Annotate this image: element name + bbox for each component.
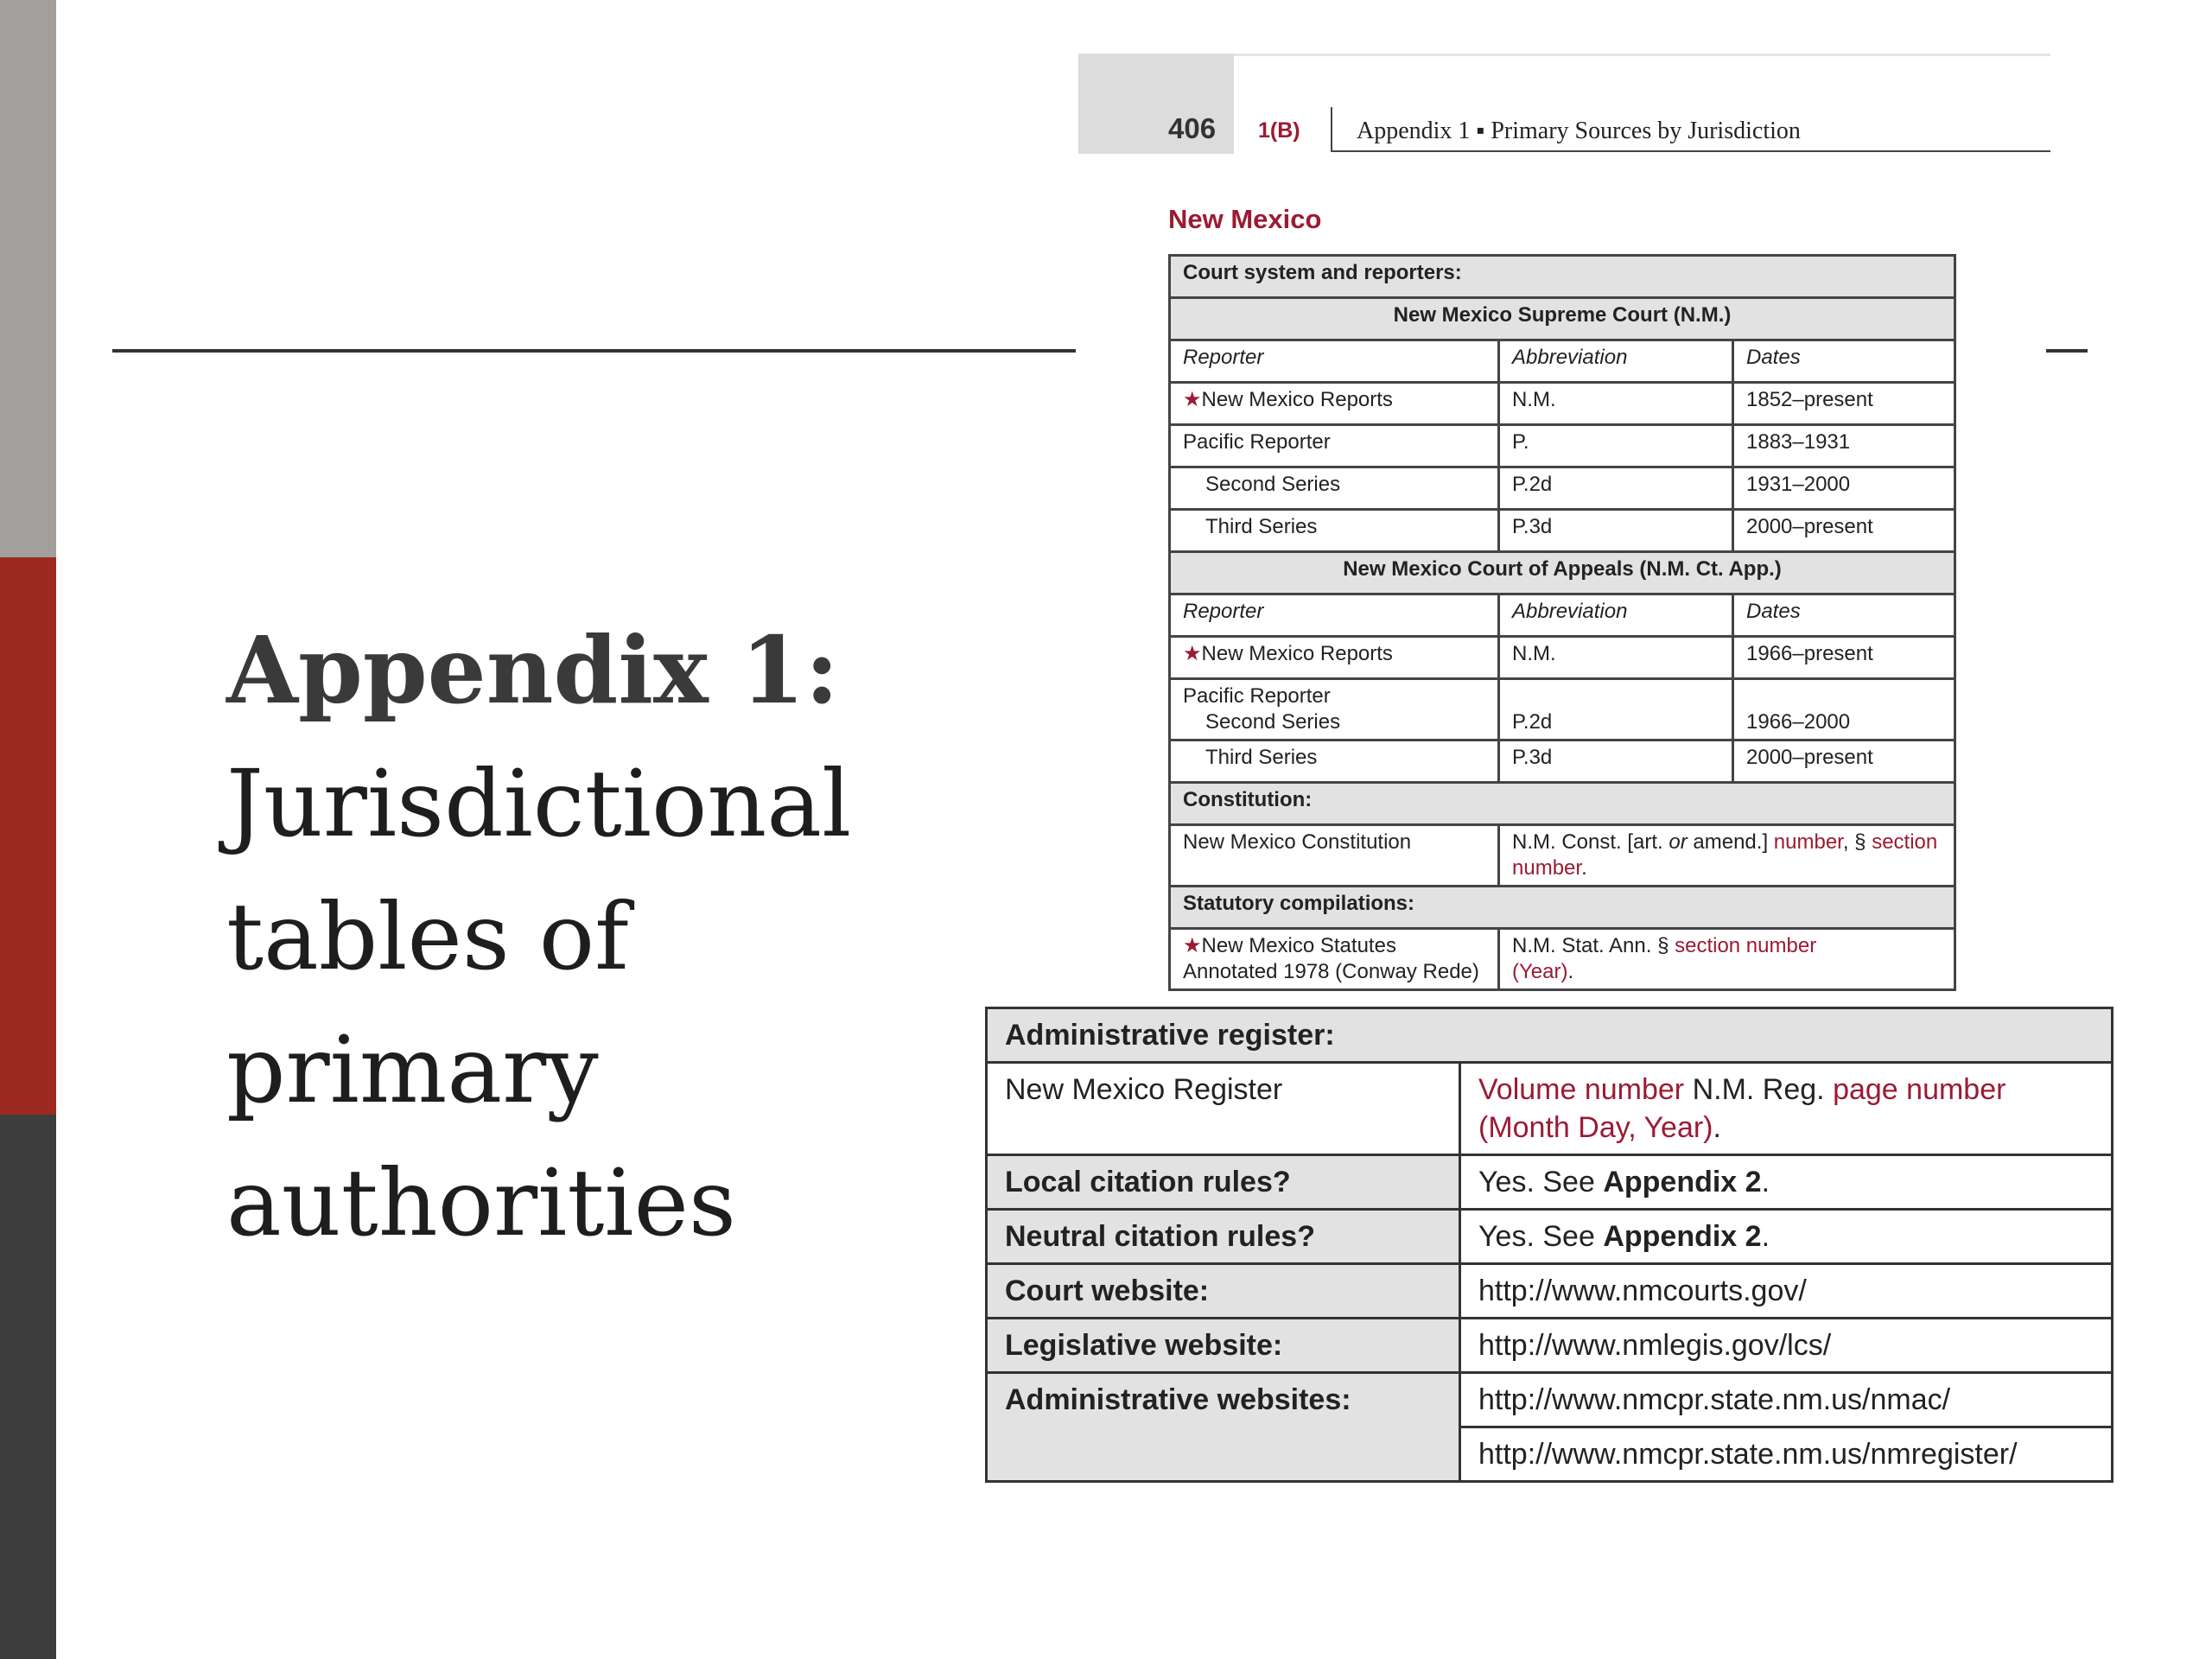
row-value — [1460, 1155, 2113, 1210]
row-label: Administrative websites: — [987, 1373, 1460, 1482]
title-strong: Appendix 1: — [226, 617, 839, 725]
abbr-cell: P.2d — [1499, 467, 1733, 510]
cite-placeholder: Volume number — [1478, 1073, 1685, 1106]
star-icon: ★ — [1183, 934, 1202, 957]
court-website-link[interactable]: http://www.nmcourts.gov/ — [1460, 1264, 2113, 1319]
table-row — [1170, 383, 1955, 425]
running-head: Appendix 1 ▪ Primary Sources by Jurisdiction — [1357, 118, 1801, 144]
cite-placeholder: section number — [1675, 934, 1817, 957]
dates-cell: 1883–1931 — [1733, 425, 1955, 467]
cite-text: . — [1581, 856, 1587, 880]
cite-or: or — [1669, 830, 1688, 854]
row-label: Local citation rules? — [987, 1155, 1460, 1210]
column-header: Abbreviation — [1499, 594, 1733, 637]
court-header: New Mexico Supreme Court (N.M.) — [1170, 298, 1955, 340]
reporter-name: New Mexico Reports — [1201, 642, 1393, 665]
state-heading: New Mexico — [1168, 204, 1322, 234]
table-row — [987, 1155, 2113, 1210]
reporter-name: Pacific Reporter — [1183, 684, 1331, 708]
abbr-cell: N.M. — [1499, 637, 1733, 679]
admin-website-link[interactable]: http://www.nmcpr.state.nm.us/nmac/ — [1460, 1373, 2113, 1427]
header-rule — [1331, 150, 2050, 152]
reporter-cell: Third Series — [1170, 741, 1499, 783]
value-text: Yes. See — [1478, 1166, 1604, 1198]
dates-cell: 2000–present — [1733, 741, 1955, 783]
abbr-cell: P. — [1499, 425, 1733, 467]
citation-cell — [1499, 929, 1955, 990]
abbr-cell: P.3d — [1499, 510, 1733, 552]
reporter-name: New Mexico Reports — [1201, 388, 1393, 411]
table-row — [1170, 929, 1955, 990]
column-header: Reporter — [1170, 340, 1499, 383]
cite-text: N.M. Const. [art. — [1512, 830, 1669, 854]
section-header: Statutory compilations: — [1170, 887, 1955, 929]
table-row — [1170, 467, 1955, 510]
abbr-cell: P.3d — [1499, 741, 1733, 783]
jurisdiction-table — [1168, 254, 1956, 991]
abbr-cell: N.M. — [1499, 383, 1733, 425]
cite-placeholder: number — [1773, 830, 1843, 854]
dates-cell: 1966–2000 — [1733, 679, 1955, 741]
header-divider — [1331, 107, 1332, 152]
source-cell — [1170, 929, 1499, 990]
value-text: Yes. See — [1478, 1220, 1604, 1253]
star-icon: ★ — [1183, 388, 1202, 411]
section-header: Constitution: — [1170, 783, 1955, 825]
cite-placeholder: page number — [1833, 1073, 2006, 1106]
star-icon: ★ — [1183, 642, 1202, 665]
section-header: Court system and reporters: — [1170, 256, 1955, 298]
reporter-subname: Second Series — [1205, 710, 1341, 734]
dates-cell: 1931–2000 — [1733, 467, 1955, 510]
cite-text: , § — [1842, 830, 1872, 854]
source-cell: New Mexico Constitution — [1170, 825, 1499, 887]
citation-cell — [1499, 825, 1955, 887]
book-page-excerpt — [1078, 54, 2050, 1013]
stripe-dark — [0, 1115, 56, 1659]
page-number: 406 — [1168, 112, 1217, 144]
row-label: Legislative website: — [987, 1319, 1460, 1373]
table-row — [987, 1373, 2113, 1427]
dates-cell: 1966–present — [1733, 637, 1955, 679]
top-line — [1234, 54, 2050, 56]
cite-placeholder: section number — [1512, 830, 1938, 880]
dates-cell: 2000–present — [1733, 510, 1955, 552]
value-text: . — [1761, 1220, 1770, 1253]
table-row — [1170, 679, 1955, 741]
citation-cell — [1460, 1063, 2113, 1155]
table-row — [987, 1264, 2113, 1319]
divider-rule — [112, 349, 1076, 353]
table-row — [1170, 510, 1955, 552]
slide-title — [226, 605, 1004, 1270]
reporter-cell: Second Series — [1170, 467, 1499, 510]
column-header: Dates — [1733, 594, 1955, 637]
reporter-cell — [1170, 383, 1499, 425]
table-row — [987, 1319, 2113, 1373]
value-text: . — [1761, 1166, 1770, 1198]
cite-text: . — [1713, 1111, 1721, 1144]
title-line: authorities — [226, 1150, 736, 1257]
row-label: Court website: — [987, 1264, 1460, 1319]
table-row — [1170, 637, 1955, 679]
cite-text: amend.] — [1687, 830, 1774, 854]
stripe-gray — [0, 0, 56, 557]
section-header: Administrative register: — [987, 1008, 2113, 1063]
row-value — [1460, 1210, 2113, 1264]
stripe-red — [0, 557, 56, 1115]
table-row — [1170, 825, 1955, 887]
column-header: Abbreviation — [1499, 340, 1733, 383]
value-bold: Appendix 2 — [1603, 1220, 1762, 1253]
column-header: Reporter — [1170, 594, 1499, 637]
title-line: tables of — [226, 884, 629, 991]
legislative-website-link[interactable]: http://www.nmlegis.gov/lcs/ — [1460, 1319, 2113, 1373]
value-bold: Appendix 2 — [1603, 1166, 1762, 1198]
register-name: New Mexico Register — [987, 1063, 1460, 1155]
reporter-cell — [1170, 679, 1499, 741]
abbr-cell: P.2d — [1499, 679, 1733, 741]
section-label: 1(B) — [1258, 118, 1300, 143]
court-header: New Mexico Court of Appeals (N.M. Ct. App.) — [1170, 552, 1955, 594]
title-line: primary — [226, 1017, 599, 1124]
cite-placeholder: (Year) — [1512, 960, 1568, 983]
table-row — [987, 1063, 2113, 1155]
table-row — [987, 1210, 2113, 1264]
cite-text: N.M. Reg. — [1684, 1073, 1834, 1106]
cite-placeholder: (Month Day, Year) — [1478, 1111, 1713, 1144]
column-header: Dates — [1733, 340, 1955, 383]
table-row — [1170, 425, 1955, 467]
title-line: Jurisdictional — [226, 751, 852, 858]
reporter-cell: Pacific Reporter — [1170, 425, 1499, 467]
dates-cell: 1852–present — [1733, 383, 1955, 425]
zoomed-table — [985, 1007, 2113, 1483]
row-label: Neutral citation rules? — [987, 1210, 1460, 1264]
table-row — [1170, 741, 1955, 783]
reporter-cell — [1170, 637, 1499, 679]
reporter-cell: Third Series — [1170, 510, 1499, 552]
cite-text: . — [1567, 960, 1574, 983]
divider-rule-right — [2046, 349, 2088, 353]
admin-website-link[interactable]: http://www.nmcpr.state.nm.us/nmregister/ — [1460, 1427, 2113, 1482]
cite-text: N.M. Stat. Ann. § — [1512, 934, 1675, 957]
source-name: New Mexico Statutes Annotated 1978 (Conway Rede) — [1183, 934, 1479, 983]
